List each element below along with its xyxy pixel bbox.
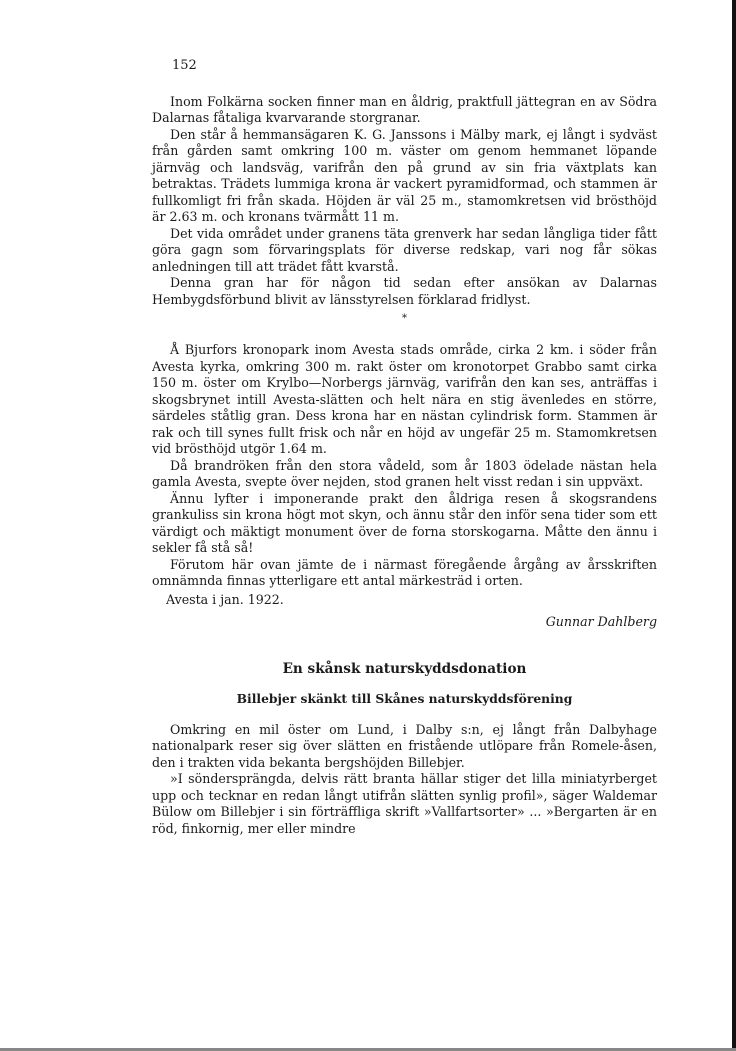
paragraph: Förutom här ovan jämte de i närmast föregående årgång av årsskriften omnämnda finnas ytterligare ett antal märkesträd i orten. [152,556,657,588]
author-signature: Gunnar Dahlberg [545,614,657,629]
paragraph: Omkring en mil öster om Lund, i Dalby s:n, ej långt från Dalbyhage nationalpark reser sig över slätten en fristående utlöpare från Romele-åsen, den i trakten vida bekanta bergshöjden Billebjer. [152,721,657,770]
page-number: 152 [172,58,197,73]
paragraph: Inom Folkärna socken finner man en åldrig, praktfull jättegran en av Södra Dalarnas fåtaliga kvarvarande storgranar. [152,93,657,125]
article-title: En skånsk naturskyddsdonation [282,660,527,677]
paragraph: Å Bjurfors kronopark inom Avesta stads område, cirka 2 km. i söder från Avesta kyrka, omkring 300 m. rakt öster om kronotorpet Grabbo samt cirka 150 m. öster om Krylbo—Norbergs järnväg, varifrån den kan ses, anträffas i skogsbrynet intill Avesta-slätten och helt nära en stig ävenledes en större, särdeles ståtlig gran. Dess krona har en nästan cylindrisk form. Stammen är rak och till synes fullt frisk och når en höjd av ungefär 25 m. Stamomkretsen vid brösthöjd utgör 1.64 m. [152,342,657,456]
paragraph: Det vida området under granens täta grenverk har sedan långliga tider fått göra gagn som förvaringsplats för diverse redskap, vari nog får sökas anledningen till att trädet fått kvarstå. [152,225,657,274]
paragraph: Ännu lyfter i imponerande prakt den åldriga resen å skogsrandens grankuliss sin krona högt mot skyn, och ännu står den inför sena tider som ett värdigt och mäktigt monument över de forna storskogarna. Måtte den ännu i sekler få stå så! [152,490,657,555]
paragraph: Denna gran har för någon tid sedan efter ansökan av Dalarnas Hembygdsförbund blivit av länsstyrelsen förklarad fridlyst. [152,275,657,307]
section-bjurfors-gran [152,342,657,631]
article-subtitle: Billebjer skänkt till Skånes naturskyddsförening [236,691,573,706]
paragraph: Då brandröken från den stora vådeld, som år 1803 ödelade nästan hela gamla Avesta, svepte över nejden, stod granen helt visst redan i sin uppväxt. [152,457,657,489]
scan-edge-right [732,0,736,1051]
paragraph: Den står å hemmansägaren K. G. Janssons i Mälby mark, ej långt i sydväst från gården samt omkring 100 m. väster om genom hemmanet löpande järnväg och landsväg, varifrån den på grund av sin fria växtplats kan betraktas. Trädets lummiga krona är vackert pyramidformad, och stammen är fullkomligt fri från skada. Höjden är väl 25 m., stamomkretsen vid brösthöjd är 2.63 m. och kronans tvärmått 11 m. [152,126,657,224]
dateline: Avesta i jan. 1922. [166,591,284,607]
page-content [152,58,657,837]
section-billebjer [152,722,657,838]
paragraph: »I söndersprängda, delvis rätt branta hällar stiger det lilla miniatyrberget upp och tecknar en redan långt utifrån slätten synlig profil», säger Waldemar Bülow om Billebjer i sin förträffliga skrift »Vallfartsorter» ... »Bergarten är en röd, finkornig, mer eller mindre [152,771,657,836]
section-folkarna-gran [152,94,657,309]
section-separator: * [402,313,407,324]
